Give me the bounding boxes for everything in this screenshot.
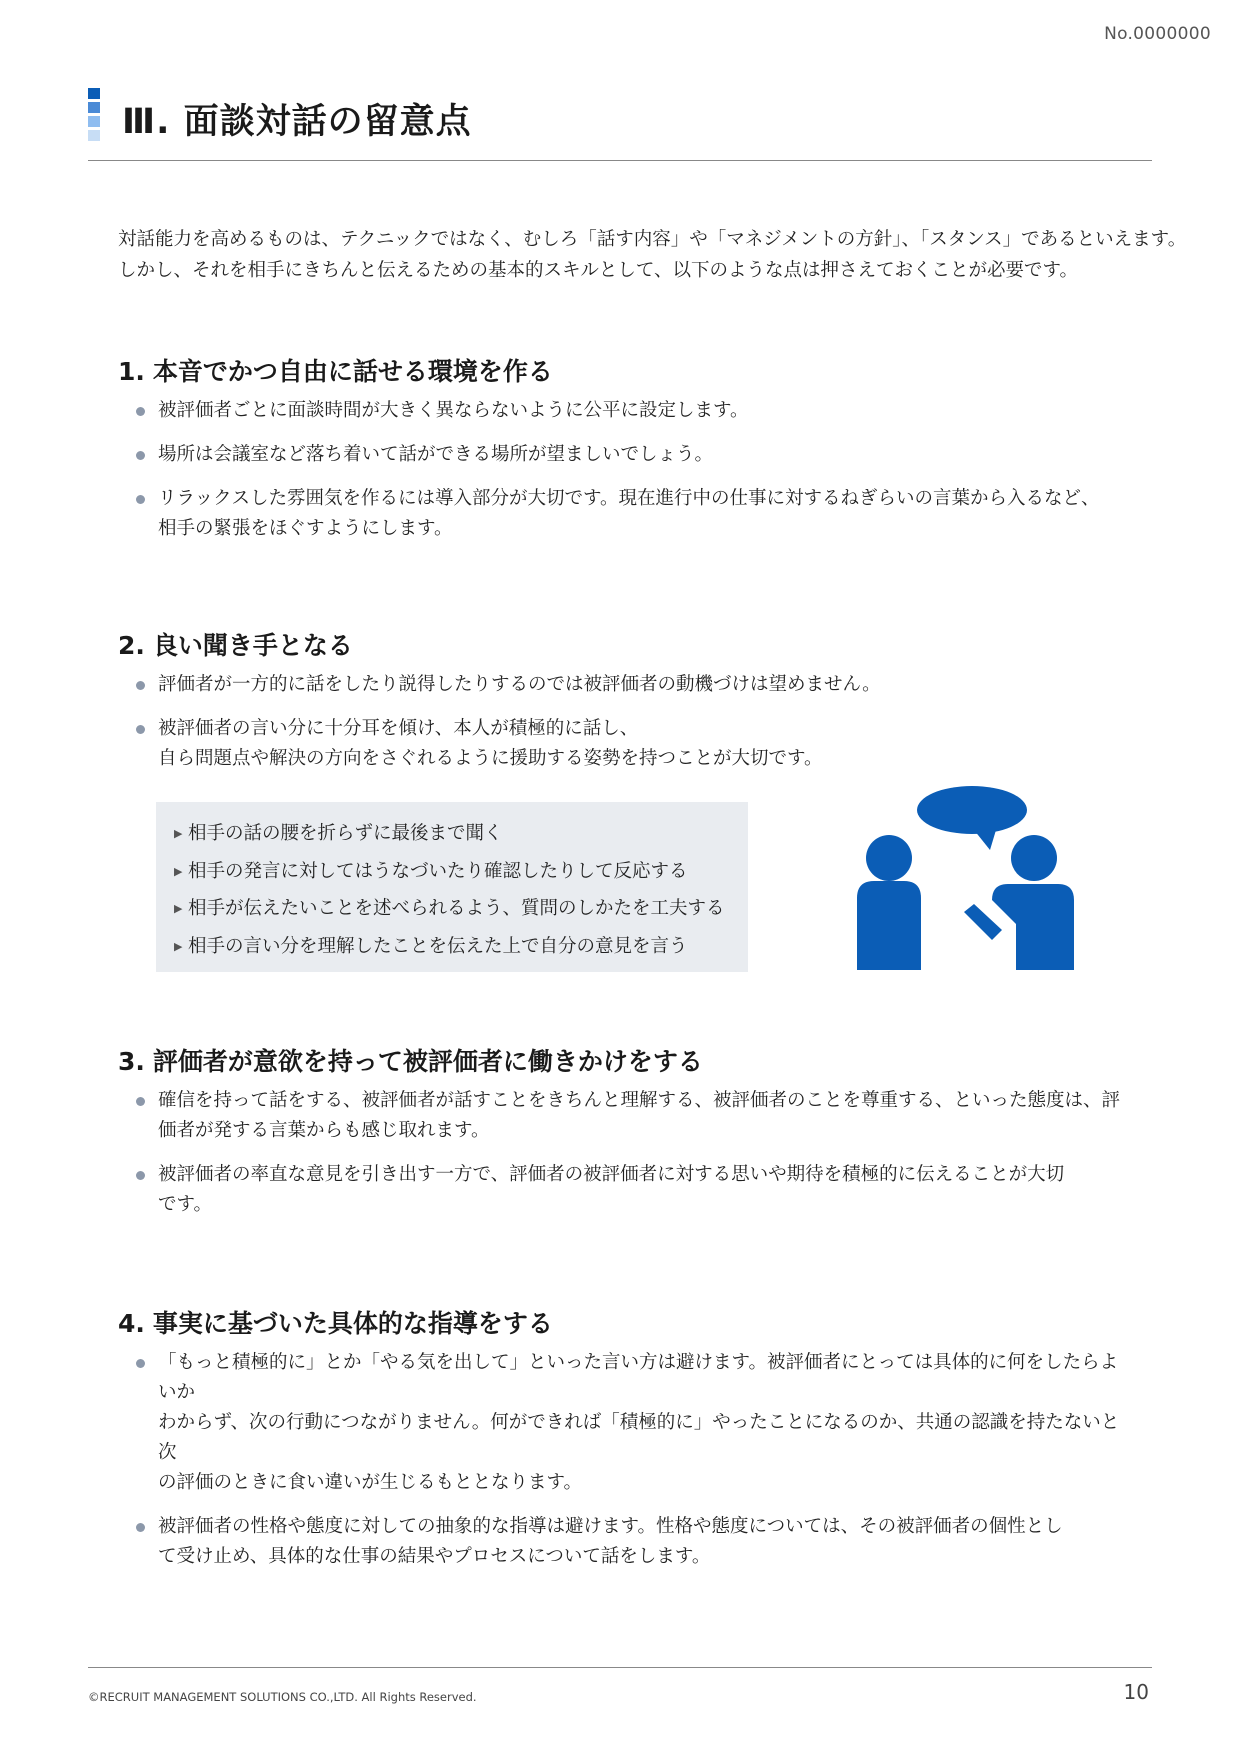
section-title: 良い聞き手となる (152, 631, 353, 660)
bullet-dot-icon (136, 725, 145, 734)
bullet-dot-icon (136, 681, 145, 690)
section-number: 2. (118, 631, 145, 660)
bullet-dot-icon (136, 1097, 145, 1106)
section-number: 3. (118, 1047, 145, 1076)
two-people-talking-icon (842, 784, 1082, 974)
bullet-dot-icon (136, 495, 145, 504)
bullet-dot-icon (136, 451, 145, 460)
bullet-item: 「もっと積極的に」とか「やる気を出して」といった言い方は避けます。被評価者にとっては具体的に何をしたらよいか わからず、次の行動につながりません。何ができれば「積極的に」やったことになるのか、共通の認識を持たないと次 の評価のときに食い違いが生じるもととなります。 (118, 1348, 1128, 1498)
title-divider (88, 160, 1152, 161)
section-title: 事実に基づいた具体的な指導をする (152, 1309, 553, 1338)
tip-item: ▶ 相手が伝えたいことを述べられるよう、質問のしかたを工夫する (174, 890, 748, 928)
page-title: Ⅲ. 面談対話の留意点 (122, 102, 472, 142)
bullet-list (118, 1086, 1128, 1220)
triangle-right-icon: ▶ (174, 864, 183, 878)
triangle-right-icon: ▶ (174, 939, 183, 953)
section-heading (118, 1044, 1128, 1080)
bullet-dot-icon (136, 1359, 145, 1368)
section-2 (118, 628, 1128, 788)
bullet-list (118, 396, 1128, 544)
conversation-illustration (842, 784, 1082, 978)
triangle-right-icon: ▶ (174, 902, 183, 915)
bullet-dot-icon (136, 407, 145, 416)
section-heading (118, 354, 1128, 390)
listening-tips-box (156, 802, 748, 972)
section-3 (118, 1044, 1128, 1234)
tip-item: ▶ 相手の発言に対してはうなづいたり確認したりして反応する (174, 853, 748, 891)
bullet-list (118, 670, 1128, 774)
section-number: 4. (118, 1309, 145, 1338)
bullet-item: 被評価者の言い分に十分耳を傾け、本人が積極的に話し、 自ら問題点や解決の方向をさぐれるように援助する姿勢を持つことが大切です。 (118, 714, 1128, 774)
section-title: 評価者が意欲を持って被評価者に働きかけをする (152, 1047, 703, 1076)
section-heading (118, 1306, 1128, 1342)
triangle-right-icon: ▶ (174, 827, 183, 840)
bullet-item: 被評価者の率直な意見を引き出す一方で、評価者の被評価者に対する思いや期待を積極的に伝えることが大切 です。 (118, 1160, 1128, 1220)
tip-item: ▶ 相手の話の腰を折らずに最後まで聞く (174, 815, 748, 853)
tip-item: ▶ 相手の言い分を理解したことを伝えた上で自分の意見を言う (174, 928, 748, 966)
intro-line: しかし、それを相手にきちんと伝えるための基本的スキルとして、以下のような点は押さえておくことが必要です。 (118, 260, 1078, 281)
section-heading (118, 628, 1128, 664)
page-number: 10 (1123, 1680, 1149, 1704)
section-1 (118, 354, 1128, 558)
bullet-list (118, 1348, 1128, 1572)
bullet-item: リラックスした雰囲気を作るには導入部分が大切です。現在進行中の仕事に対するねぎらいの言葉から入るなど、 相手の緊張をほぐすようにします。 (118, 484, 1128, 544)
title-accent-mark (88, 88, 100, 144)
section-number: 1. (118, 357, 145, 386)
bullet-item: 確信を持って話をする、被評価者が話すことをきちんと理解する、被評価者のことを尊重する、といった態度は、評 価者が発する言葉からも感じ取れます。 (118, 1086, 1128, 1146)
footer-divider (88, 1667, 1152, 1668)
intro-line: 対話能力を高めるものは、テクニックではなく、むしろ「話す内容」や「マネジメントの方針」、「スタンス」であるといえます。 (118, 229, 1187, 250)
bullet-dot-icon (136, 1523, 145, 1532)
bullet-dot-icon (136, 1171, 145, 1180)
document-number: No.0000000 (1104, 24, 1211, 44)
bullet-item: 場所は会議室など落ち着いて話ができる場所が望ましいでしょう。 (118, 440, 1128, 470)
section-4 (118, 1306, 1128, 1586)
bullet-item: 評価者が一方的に話をしたり説得したりするのでは被評価者の動機づけは望めません。 (118, 670, 1128, 700)
bullet-item: 被評価者ごとに面談時間が大きく異ならないように公平に設定します。 (118, 396, 1128, 426)
bullet-item: 被評価者の性格や態度に対しての抽象的な指導は避けます。性格や態度については、その被評価者の個性とし て受け止め、具体的な仕事の結果やプロセスについて話をします。 (118, 1512, 1128, 1572)
section-title: 本音でかつ自由に話せる環境を作る (152, 357, 553, 386)
copyright-notice: ©RECRUIT MANAGEMENT SOLUTIONS CO.,LTD. All Rights Reserved. (88, 1690, 477, 1704)
intro-paragraph (118, 224, 1187, 286)
